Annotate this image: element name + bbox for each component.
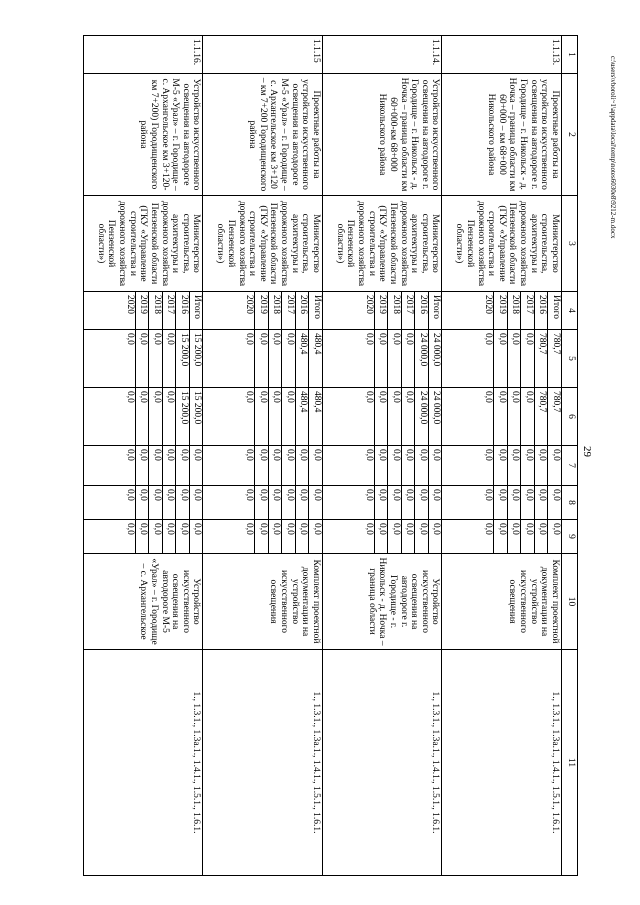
executor: Министерство строительства, архитектуры и дорожного хозяйства Пензенской области (ГКУ «Управление строительства и дорожного хозяйства Пензенской области») [323, 196, 443, 292]
local-budget-value: 0,0 [388, 486, 402, 519]
total-funds-value: 0,0 [255, 330, 269, 387]
other-sources [323, 520, 443, 554]
other-sources-value: 0,0 [295, 520, 309, 553]
executor: Министерство строительства, архитектуры и дорожного хозяйства Пензенской области (ГКУ «Управление строительства и дорожного хозяйства Пензенской области») [84, 196, 204, 292]
year-cell-value: 2017 [401, 292, 415, 329]
total-funds-value: 15 200,0 [189, 330, 203, 387]
total-funds [323, 330, 443, 388]
regional-budget-value: 0,0 [521, 388, 535, 445]
total-funds-value: 15 200,0 [176, 330, 190, 387]
total-funds-value: 0,0 [521, 330, 535, 387]
other-sources-value: 0,0 [483, 523, 494, 535]
regional-budget-value: 0,0 [135, 388, 149, 445]
local-budget-value: 0,0 [176, 486, 190, 519]
indicator-links: 1., 1.3.1., 1.3а.1., 1.4.1., 1.5.1., 1.6.1. [203, 650, 323, 876]
indicator-links: 1., 1.3.1., 1.3а.1., 1.4.1., 1.5.1., 1.6.1. [84, 650, 204, 876]
other-sources-value: 0,0 [415, 520, 429, 553]
total-funds-value: 0,0 [507, 330, 521, 387]
local-budget-value: 0,0 [507, 486, 521, 519]
federal-budget-value: 0,0 [309, 446, 323, 485]
header-cell: 9 [562, 520, 578, 554]
total-funds [442, 330, 562, 388]
local-budget-value: 0,0 [189, 486, 203, 519]
regional-budget-value: 0,0 [374, 388, 388, 445]
total-funds-value: 480,4 [295, 330, 309, 387]
header-cell: 3 [562, 196, 578, 292]
measure-name: Проектные работы на устройство искусственного освещения на автодороге М-5 «Урал» – г. Городище – с. Архангельское км 3+120 – км 7+200 Городищенского района [203, 74, 323, 196]
other-sources-value: 0,0 [135, 520, 149, 553]
other-sources-value: 0,0 [176, 520, 190, 553]
year-cell-value: 2016 [415, 292, 429, 329]
local-budget-value: 0,0 [282, 486, 296, 519]
table-body [84, 36, 562, 876]
regional-budget-value: 24 000,0 [415, 388, 429, 445]
total-funds-value: 0,0 [125, 333, 135, 345]
year-cell-value: Итого [309, 292, 323, 329]
year-cell-value: 2019 [494, 292, 508, 329]
row-number: 1.1.13. [442, 36, 562, 74]
year-cell-value: 2018 [388, 292, 402, 329]
local-budget-value: 0,0 [255, 486, 269, 519]
expected-result: Комплект проектной документации на устройство искусственного освещения [442, 554, 562, 650]
federal-budget-value: 0,0 [521, 446, 535, 485]
regional-budget-value: 0,0 [494, 388, 508, 445]
total-funds [203, 330, 323, 388]
year-cell-value: 2018 [268, 292, 282, 329]
federal-budget-value: 0,0 [268, 446, 282, 485]
other-sources-value: 0,0 [268, 520, 282, 553]
other-sources-value: 0,0 [149, 520, 163, 553]
other-sources-value: 0,0 [494, 520, 508, 553]
regional-budget-value: 15 200,0 [189, 388, 203, 445]
regional-budget-value: 24 000,0 [428, 388, 442, 445]
expected-result: Устройство искусственного освещения на автодороге М-5 «Урал» – г. Городище – с. Архангельское [84, 554, 204, 650]
local-budget-value: 0,0 [135, 486, 149, 519]
year-cell-value: 2019 [135, 292, 149, 329]
header-cell: 7 [562, 446, 578, 486]
local-budget-value: 0,0 [162, 486, 176, 519]
other-sources-value: 0,0 [309, 520, 323, 553]
federal-budget-value: 0,0 [255, 446, 269, 485]
local-budget-value: 0,0 [374, 486, 388, 519]
other-sources-value: 0,0 [162, 520, 176, 553]
other-sources-value: 0,0 [244, 523, 255, 535]
year-cell-value: 2016 [295, 292, 309, 329]
header-cell: 8 [562, 486, 578, 520]
header-row [562, 36, 578, 876]
regional-budget-value: 0,0 [255, 388, 269, 445]
other-sources-value: 0,0 [374, 520, 388, 553]
other-sources-value: 0,0 [125, 523, 135, 535]
regional-budget-value: 0,0 [388, 388, 402, 445]
total-funds-value: 480,4 [309, 330, 323, 387]
regional-budget-value: 0,0 [149, 388, 163, 445]
other-sources-value: 0,0 [428, 520, 442, 553]
other-sources-value: 0,0 [255, 520, 269, 553]
header-cell: 4 [562, 292, 578, 330]
total-funds-value: 0,0 [244, 333, 255, 345]
footer-path: c:\users\vboroli~1\appdata\local\temp\notes6030e8\9212-m.docx [609, 56, 617, 239]
total-funds-value: 0,0 [401, 330, 415, 387]
year-cell-value: 2019 [374, 292, 388, 329]
regional-budget [84, 388, 204, 446]
executor: Министерство строительства, архитектуры и дорожного хозяйства Пензенской области (ГКУ «Управление строительства и дорожного хозяйства Пензенской области») [442, 196, 562, 292]
total-funds-value: 0,0 [135, 330, 149, 387]
year-cell-value: 2016 [534, 292, 548, 329]
federal-budget-value: 0,0 [401, 446, 415, 485]
federal-budget-value: 0,0 [125, 449, 135, 461]
total-funds-value: 0,0 [483, 333, 494, 345]
regional-budget-value: 0,0 [401, 388, 415, 445]
regional-budget [203, 388, 323, 446]
indicator-links: 1., 1.3.1., 1.3а.1., 1.4.1., 1.5.1., 1.6.1. [442, 650, 562, 876]
expected-result: Устройство искусственного освещения на автодороге г. Городище - г. Никольск - д. Ночка – граница области [323, 554, 443, 650]
local-budget-value: 0,0 [149, 486, 163, 519]
regional-budget-value: 780,7 [534, 388, 548, 445]
local-budget-value: 0,0 [268, 486, 282, 519]
other-sources [442, 520, 562, 554]
other-sources-value: 0,0 [388, 520, 402, 553]
regional-budget-value: 0,0 [125, 391, 135, 403]
local-budget [442, 486, 562, 520]
regional-budget-value: 15 200,0 [176, 388, 190, 445]
year-cell-value: 2017 [282, 292, 296, 329]
header-cell: 6 [562, 388, 578, 446]
executor: Министерство строительства, архитектуры и дорожного хозяйства Пензенской области (ГКУ «Управление строительства и дорожного хозяйства Пензенской области») [203, 196, 323, 292]
local-budget [203, 486, 323, 520]
other-sources-value: 0,0 [521, 520, 535, 553]
header-cell: 11 [562, 650, 578, 876]
total-funds-value: 0,0 [494, 330, 508, 387]
federal-budget-value: 0,0 [374, 446, 388, 485]
year-cell-value: 2019 [255, 292, 269, 329]
total-funds-value: 24 000,0 [415, 330, 429, 387]
local-budget-value: 0,0 [548, 486, 562, 519]
total-funds-value: 0,0 [374, 330, 388, 387]
year-cell-value: 2020 [244, 295, 255, 314]
other-sources-value: 0,0 [364, 523, 374, 535]
regional-budget-value: 480,4 [295, 388, 309, 445]
program-table [83, 35, 578, 876]
header-cell: 2 [562, 74, 578, 196]
federal-budget [84, 446, 204, 486]
other-sources-value: 0,0 [282, 520, 296, 553]
year-cell-value: 2017 [521, 292, 535, 329]
federal-budget-value: 0,0 [244, 449, 255, 461]
row-number: 1.1.14. [323, 36, 443, 74]
regional-budget-value: 0,0 [268, 388, 282, 445]
local-budget-value: 0,0 [309, 486, 323, 519]
regional-budget-value: 0,0 [507, 388, 521, 445]
local-budget-value: 0,0 [428, 486, 442, 519]
federal-budget-value: 0,0 [483, 449, 494, 461]
measure-name: Устройство искусственного освещения на автодороге М-5 «Урал» – г. Городище – с. Архангельское км 3+120-км 7+200) Городищенского района [84, 74, 204, 196]
rotated-page [83, 35, 578, 875]
measure-name: Проектные работы на устройство искусственного освещения на автодороге г. Городище – г. Никольск - д. Ночка – граница области км 60+000 – км 68+000 Никольского района [442, 74, 562, 196]
federal-budget-value: 0,0 [282, 446, 296, 485]
year-cell-value: 2018 [149, 292, 163, 329]
total-funds-value: 24 000,0 [428, 330, 442, 387]
local-budget [84, 486, 204, 520]
table-row [442, 36, 562, 876]
year-cell-value: 2020 [483, 295, 494, 314]
federal-budget-value: 0,0 [364, 449, 374, 461]
regional-budget [442, 388, 562, 446]
year-cell-value: 2018 [507, 292, 521, 329]
local-budget-value: 0,0 [401, 486, 415, 519]
table-row [84, 36, 204, 876]
total-funds-value: 780,7 [534, 330, 548, 387]
regional-budget-value: 0,0 [244, 391, 255, 403]
regional-budget-value: 0,0 [282, 388, 296, 445]
measure-name: Устройство искусственного освещения на автодороге г. Городище – г. Никольск - д. Ночка – граница области км 60+000-км 68+000 Никольского района [323, 74, 443, 196]
regional-budget-value: 0,0 [483, 391, 494, 403]
total-funds-value: 780,7 [548, 330, 562, 387]
federal-budget-value: 0,0 [507, 446, 521, 485]
local-budget-value: 0,0 [364, 489, 374, 501]
total-funds-value: 0,0 [268, 330, 282, 387]
page-number: 29 [581, 446, 593, 457]
federal-budget-value: 0,0 [295, 446, 309, 485]
federal-budget-value: 0,0 [548, 446, 562, 485]
other-sources [203, 520, 323, 554]
header-cell: 10 [562, 554, 578, 650]
total-funds-value: 0,0 [364, 333, 374, 345]
year-cell [442, 292, 562, 330]
federal-budget-value: 0,0 [162, 446, 176, 485]
total-funds-value: 0,0 [388, 330, 402, 387]
federal-budget-value: 0,0 [149, 446, 163, 485]
local-budget [323, 486, 443, 520]
header-cell: 5 [562, 330, 578, 388]
local-budget-value: 0,0 [521, 486, 535, 519]
local-budget-value: 0,0 [244, 489, 255, 501]
local-budget-value: 0,0 [494, 486, 508, 519]
year-cell [84, 292, 204, 330]
federal-budget-value: 0,0 [494, 446, 508, 485]
year-cell [323, 292, 443, 330]
local-budget-value: 0,0 [415, 486, 429, 519]
total-funds-value: 0,0 [282, 330, 296, 387]
regional-budget-value: 780,7 [548, 388, 562, 445]
total-funds [84, 330, 204, 388]
federal-budget-value: 0,0 [189, 446, 203, 485]
local-budget-value: 0,0 [483, 489, 494, 501]
federal-budget-value: 0,0 [176, 446, 190, 485]
regional-budget-value: 0,0 [162, 388, 176, 445]
year-cell-value: 2017 [162, 292, 176, 329]
row-number: 1.1.16. [84, 36, 204, 74]
year-cell-value: 2016 [176, 292, 190, 329]
other-sources-value: 0,0 [189, 520, 203, 553]
other-sources [84, 520, 204, 554]
regional-budget-value: 480,4 [309, 388, 323, 445]
regional-budget [323, 388, 443, 446]
federal-budget-value: 0,0 [534, 446, 548, 485]
local-budget-value: 0,0 [125, 489, 135, 501]
local-budget-value: 0,0 [534, 486, 548, 519]
other-sources-value: 0,0 [507, 520, 521, 553]
federal-budget [323, 446, 443, 486]
federal-budget-value: 0,0 [135, 446, 149, 485]
year-cell-value: Итого [548, 292, 562, 329]
header-cell: 1 [562, 36, 578, 74]
total-funds-value: 0,0 [162, 330, 176, 387]
table-row [323, 36, 443, 876]
year-cell-value: Итого [189, 292, 203, 329]
federal-budget-value: 0,0 [428, 446, 442, 485]
federal-budget-value: 0,0 [388, 446, 402, 485]
local-budget-value: 0,0 [295, 486, 309, 519]
row-number: 1.1.15 [203, 36, 323, 74]
other-sources-value: 0,0 [548, 520, 562, 553]
regional-budget-value: 0,0 [364, 391, 374, 403]
year-cell-value: 2020 [364, 295, 374, 314]
expected-result: Комплект проектной документации на устройство искусственного освещения [203, 554, 323, 650]
other-sources-value: 0,0 [401, 520, 415, 553]
year-cell [203, 292, 323, 330]
year-cell-value: 2020 [125, 295, 135, 314]
table-row [203, 36, 323, 876]
total-funds-value: 0,0 [149, 330, 163, 387]
federal-budget [442, 446, 562, 486]
other-sources-value: 0,0 [534, 520, 548, 553]
indicator-links: 1., 1.3.1., 1.3а.1., 1.4.1., 1.5.1., 1.6.1. [323, 650, 443, 876]
year-cell-value: Итого [428, 292, 442, 329]
federal-budget [203, 446, 323, 486]
federal-budget-value: 0,0 [415, 446, 429, 485]
